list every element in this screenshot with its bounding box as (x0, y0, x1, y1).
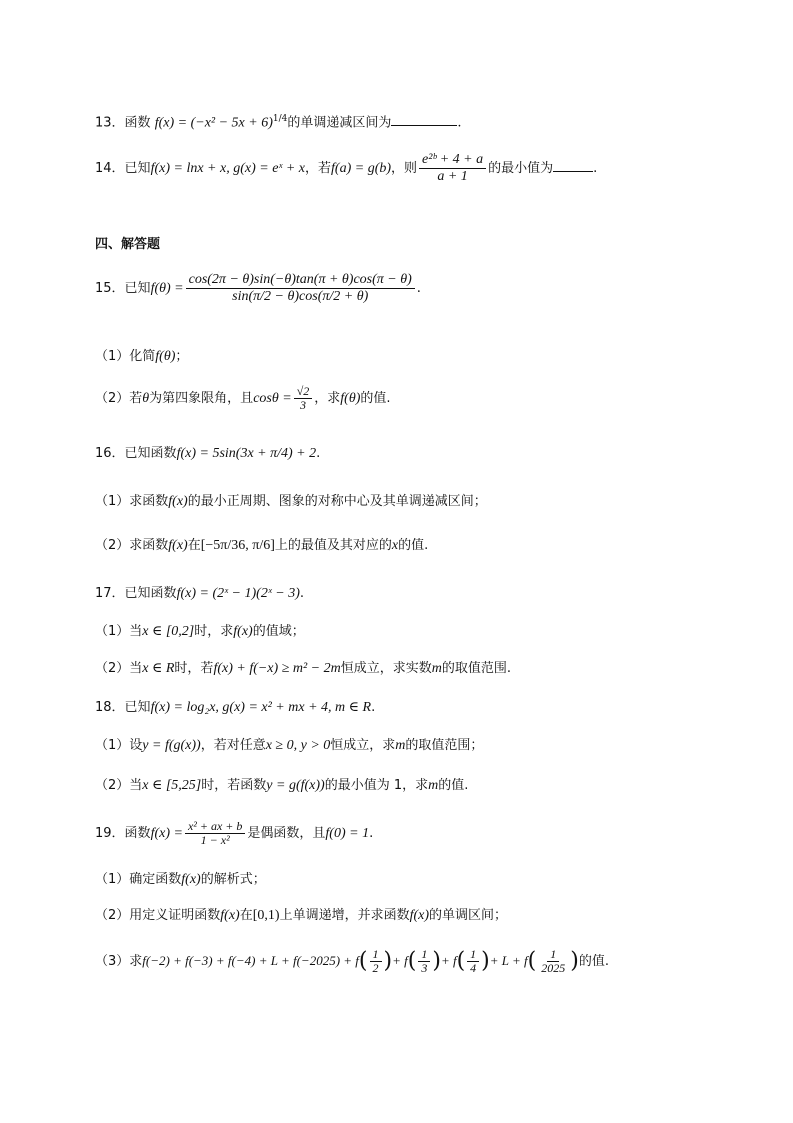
answer-blank (553, 159, 593, 172)
q19: 19．函数f(x) = $\frac{\text{x² + ax + b}}{\text{1 − x²}}$ 是偶函数，且f(0) = 1. (95, 819, 374, 847)
q14: 14．已知f(x) = lnx + x, g(x) = eˣ + x，若f(a) = g(b)，则 $\frac{\text{e²ᵇ + 4 + a}}{a + 1}$ 的最小值为 . (95, 152, 598, 184)
answer-blank (391, 113, 457, 126)
q17-part2: （2）当x ∈ R时，若f(x) + f(−x) ≥ m² − 2m恒成立，求实数m的取值范围. (95, 661, 512, 676)
q15-part1: （1）化简f(θ)； (95, 349, 189, 364)
q15-part2: （2）若θ为第四象限角，且cosθ = $\frac{√2}{3}$ ，求f(θ)的值. (95, 384, 391, 412)
q13: 13．函数 $f(x) = (-x^2 - 5x + 6)^{1/4}$的单调递减区间为 . (95, 114, 462, 131)
q17: 17．已知函数f(x) = (2ˣ − 1)(2ˣ − 3). (95, 586, 305, 601)
q19-fraction: $\frac{\text{x² + ax + b}}{\text{1 − x²}}$ (185, 820, 245, 847)
q13-exponent: 1/4 (272, 114, 288, 124)
q19-part2: （2）用定义证明函数f(x)在[0,1)上单调递增，并求函数f(x)的单调区间； (95, 908, 508, 923)
q16-part1: （1）求函数f(x)的最小正周期、图象的对称中心及其单调递减区间； (95, 494, 487, 509)
q18-part1: （1）设y = f(g(x))，若对任意x ≥ 0, y > 0恒成立，求m的取值范围； (95, 738, 484, 753)
q19-part1: （1）确定函数f(x)的解析式； (95, 872, 266, 887)
frac-1-2-num: 1 (370, 948, 382, 962)
q15: 15．已知f(θ) = $\frac{\cos(2\pi - \theta)\sin(-\theta)\tan(\pi + \theta)\cos(\pi - \theta)}{\sin(\pi/2 - \theta)\cos(\pi/2 + \theta)}$ . (95, 272, 421, 304)
q16: 16．已知函数f(x) = 5sin(3x + π/4) + 2. (95, 446, 321, 461)
q13-number: 13． (95, 115, 125, 131)
q16-part2: （2）求函数f(x)在[−5π/36, π/6]上的最值及其对应的x的值. (95, 538, 429, 553)
q18-part2: （2）当x ∈ [5,25]时，若函数y = g(f(x))的最小值为 1，求m的值. (95, 778, 469, 793)
section-heading: 四、解答题 (95, 237, 161, 252)
q19-part3: （3）求f(−2) + f(−3) + f(−4) + L + f(−2025) + f( $\frac{1}{2}$ )+ f( $\frac{1}{3}$ )+ f( $\frac{1}{4}$ )+ L + f( $\frac{1}{2025}$ )的值. (95, 947, 609, 975)
q17-part1: （1）当x ∈ [0,2]时，求f(x)的值域； (95, 624, 305, 639)
q18: 18．已知f(x) = log₂x, g(x) = x² + mx + 4, m ∈ R. (95, 700, 376, 715)
q13-formula: f(x) = (−x² − 5x + 6) (154, 115, 273, 131)
q15-fraction: $\frac{\cos(2\pi - \theta)\sin(-\theta)\tan(\pi + \theta)\cos(\pi - \theta)}{\sin(\pi/2 - \theta)\cos(\pi/2 + \theta)}$ (186, 272, 415, 305)
q14-fraction: $\frac{\text{e²ᵇ + 4 + a}}{a + 1}$ (419, 152, 486, 185)
